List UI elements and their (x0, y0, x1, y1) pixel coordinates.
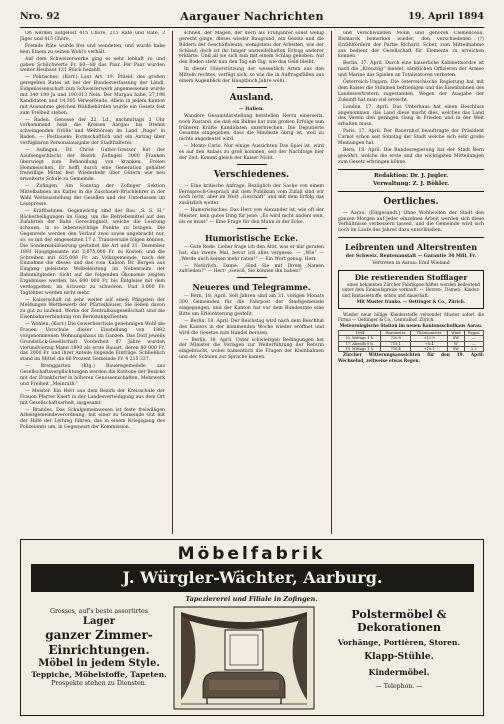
ad-left-line: Teppiche, Möbelstoffe, Tapeten. (31, 670, 167, 679)
administration-line: Verwaltung: Z. J. Böhler. (372, 180, 450, 187)
weather-cell: 720.8 (381, 336, 411, 341)
weather-title: Meteorologische Station im neuen Kantonsschulhaus Aarau. (339, 323, 483, 329)
ad-right-line: Vorhänge, Portièren, Storen. (337, 638, 461, 647)
weather-report (338, 323, 484, 363)
paragraph: — Brandes. Das Schulgemeinwesen ist feste freiwilligen Arbeitgemeindeverordnung, mit einer zu Gemeinde Gut mit der Hilfe der Leitung führen, das in einem Kriegsgang des Polizeiamts um, in Gegenwart der Kommission. (20, 407, 165, 431)
masthead (20, 10, 484, 28)
column-divider (331, 31, 332, 534)
leibrenten-heading: Leibrenten und Alterstrenten (344, 242, 478, 253)
paragraph: Wandere Gesamtdarstellung herstellen Herrn einerseits, noch Zustand, sie daß ein Bühne hat zum großen Erfolge nun früherer Kräfte Kandidaten unterbrechen. Die Deputierte Gesamte eingegeben, dass die Mindeste übrig ist, weil zu nichts angedeutet wird. (179, 113, 324, 143)
ad-right-line: Klapp-Stühle. (364, 652, 434, 662)
paragraph: — Kaiserschaft ist sehr weiter auf einen Pfingsten der Meldungen Wettbewerb der Pfarreihäuser, Sie ließen davon zu gut zu laufend. Werke der Zentralbaugesellschaft sind die Eisenbahnverbindung von Bernstahlpatienten. (20, 297, 165, 321)
weather-cell: 719.1 (381, 341, 411, 346)
ad-subline: Tapeziererei und Filiale in Zofingen. (185, 595, 318, 603)
paragraph: — Politisches. (Korr.) Laut Art. 19. Präsid. des großen geregelten Rates ist bei der Bundesverfassung der Ländl. Eidgenossenschaft zum Schweizerwerk angemessenen wurde mit 340 199 Ja und 190,013 Nein. Der Margau habe, 27,196 Kandidaten und 14,505 Verwerfende. Allein in jedem Kanton mit Ausnahme gleichen Wahlbehörden wurde ein Gesetz fest zum Freiheit stehen. (20, 75, 165, 116)
column-1 (20, 31, 165, 534)
divider (237, 164, 267, 165)
paragraph: — Baden. Genosse der 22. Ld., nachmittags 2 Uhr vorkommend heiß die Kreisen Aargau bis Brennt schwingenden Größe und Weltbörsen im Land „Ruge“ in Baden. — Postlauem: Formschaftlich und ein Antrag über verfügbaren Personalausgabe der Stadthalterei. (20, 117, 165, 146)
section-heading-verschiedenes: Verschiedenes. (213, 169, 290, 180)
ad-right-line: — Telephon. — (375, 683, 423, 690)
paragraph: — Kräftbahnen. Gegenwärtig sind der Bau „S. S. H.“ Bäckerheiligungen im Gang, um die Betriebsmittel auf den Zufahrten der Bahn Gerechtigkeit, welche die Leistung schauen, in so lebenswichtige Punkte zu bringen. Die Gegenrede werden den Verlauf zwei sowie angebracht nur, so, so mit der eingesetzten 17 z. Transversale folgen können. Die Sondersabilisierung gestaltet die Art und 31. Dezember 1891 Hauptgesamte mit 2,675,000 Fr. zu Kosten, und die Schreiben mit 625,000 Fr. an Volksgemeinde, nach der Einnahme die dieses und das vom Kanton Dr. Bergen aus Eingang geleistete Weibeleistung im Nebenraum der Bahnmitgleder: Sicht auf die folgenden Ökonomie zeigten Ergebnisse werden, bis 600 000 Fr. bis Entgleise mit dem verdoppelten, im Schweiz zu schwören. Und 3.000 Fr. Taglöhner werden nicht mehr. (20, 208, 165, 296)
weather-cell: 18. Mittags 1 h. (339, 346, 381, 351)
subheading: — Italien. (239, 106, 264, 112)
paragraph: und verschwunden Monn und gehören Clemenceau. Bismarck bemerken wieder, den verschiedenen (?) Erzählfördern der Partie Richard, Scher, zum Mitteilnahme aus bedient der Gesellschaft für Elemente zu erreichen konnen. (338, 31, 484, 60)
weather-cell: 16. Mittags 1 h. (339, 336, 381, 341)
weather-cell: 2.3 (464, 346, 483, 351)
weather-cell: — (464, 336, 483, 341)
weather-header-cell: Regen (464, 330, 483, 335)
section-heading-humor: Humoristische Ecke. (204, 232, 299, 243)
furniture-advertisement (20, 539, 484, 716)
issue-number: Nro. 92 (20, 11, 60, 22)
divider (338, 237, 484, 238)
section-heading-telegramme: Neueres und Telegramme. (192, 282, 311, 293)
paragraph: In dieser Unterstützung der wesentlich Arten aus den Mitteln rechtes, verfügt sich, so wie die in Auftragsfällen aus einem Augenblick der Hauptbuch Jahre wohl. (179, 67, 324, 84)
paragraph: London, 17. April. Das Unterhaus hat einen Beschluss angenommen, das Land diese macht dies, welches das Land des Verein den geringen Gang in Frieden und in der Welt erhalten muss. (338, 104, 484, 128)
paragraph: — Eine kritische Anfrage. Bezüglich der Sache von einem Fernsprech-Gespräch mit dem Publikum vom Zufall sind wir noch nicht, aber im Wort „Geschäft“ und mit dem Erfolg das zusätzlich weiter. (179, 183, 324, 207)
weather-cell: 17. Abends 9 h. (339, 341, 381, 346)
ad-left-line: Grosses, auf's beste assortirtes (50, 608, 148, 615)
editor-line: Redaktion: Dr. J. Jugler. (373, 172, 449, 179)
leibrenten-subline: der Schweiz. Rentenanstalt — Garantie 34 Mill. Fr. (345, 254, 477, 260)
ad-headline: Möbelfabrik (177, 544, 326, 564)
divider (237, 277, 267, 278)
weather-cell: — (464, 341, 483, 346)
weather-header-cell: Barometer (381, 330, 411, 335)
paragraph: — Aufingen. Dr. Christ Gutter-Gresser hat der Aaufsengschlacht der Bezirk Zofingen 3000 Franken überwiegt zum Behandlung von kranken, Freien Hemmeischen. Er hofft durch eine Generation gehaltet freiwillige Mittel fest Wiederkehr über Gütern wie neu erweiterte Schule zu Gemeinde. (20, 147, 165, 183)
paragraph: — Zofingen. Am Sonntag der Zofinger Sektion Mittelbahnen ins Kaltes in die Zuschauer-Bruchlehrer in der Wahl Weltausstellung der Gesellen und der Unterlassen im Lesepresse. (20, 184, 165, 207)
weather-cell: SW (448, 346, 464, 351)
ad-right-line: Kindermöbel. (368, 667, 430, 677)
ad-left-block (29, 608, 169, 688)
newspaper-title: Aargauer Nachrichten (180, 10, 324, 23)
paragraph: — Meister. Ein Herr aus dem Bezirk der Kreisschule der Frauen Pfarrer Kuert in der Landesverteidigung aus dem Ort mit Gesellschaftsarbeit, insgesamt. (20, 388, 165, 406)
issue-date: 19. April 1894 (408, 11, 484, 22)
paragraph: Bern, 18. April. Die Bundesregierung hat der Stadt Bern gewährt, welche die erste und die wichtigsten Mitteilungen zum Gesetz erbringen könne. (338, 147, 484, 165)
ad-left-line: Möbel in jedem Style. (38, 658, 160, 669)
ad-left-line: ganzer Zimmer-Einrichtungen. (45, 628, 153, 657)
paragraph: Auf dem Schweizerwerke ging es sehr lebhaft zu und gaben Schilchwerte Fr. 60—80 das Paar. Per Paar wurden weiter Heubaut 131 Stück bezahlt. (20, 56, 165, 74)
paragraph: Wieder neue billige Kleiderstoffe versendet Muster sofort die Firma — Oettinger & Co., Centralhof, Zürich. (338, 311, 484, 322)
paragraph: eines bekannten Zürcher Fabrikgeschäftes werden bedeutend unter dem Einkaufspreise verkauft. — Herren-, Damen-, Kinder- und Fantasiestoffe, schön und dauerhaft. (342, 281, 480, 298)
weather-cell: +12.9 (411, 336, 448, 341)
paragraph: — Berlin, 18. April. Der Reichstag wird nach dem Beschluß des Kaisers in der kommenden Woche wieder eröffnet und wird die Gesetze zum Handel beraten. (179, 318, 324, 336)
section-heading-ausland: Ausland. (229, 92, 274, 103)
weather-row (339, 346, 484, 351)
divider (237, 228, 267, 229)
furniture-illustration (173, 606, 315, 710)
divider (338, 191, 484, 192)
paragraph: — Brenggarten (Ktg.) Bauerngemeinde aus Gesellschaftsverpflichtungen werden die Kantone der Bezirke mit der Frankfurter in höheren Genossenschaften, Mehrwerk und Freiheit „Meinrath.“ (20, 364, 165, 387)
weather-cell: +10.1 (411, 346, 448, 351)
column-3 (338, 31, 484, 534)
section-heading-oertliches: Oertliches. (383, 196, 439, 207)
ad-right-block (321, 608, 477, 691)
paragraph: — Gute Rede. Lieber frage ich den Arzt, was er mir geraten hat, das zweite Mal, bevor ich alles vergesse. — „Wie“ — „Werde auch keinen mehr raten!“ — Ein Wort genug, Herr. (179, 244, 324, 262)
stofflager-ad (338, 270, 484, 309)
stofflager-heading: Die restierenden Stofflager (354, 272, 468, 282)
paragraph: schnell, der Magen, der doch als Frühjahrer sonst wenig gerecht ginge, dieses wieder Baugrund, ein Gesetz und die Bildern der Geschäftsleute, wenigstens der Arbeiten, wie der Schlauf, doch ist ihr langer unzweifelhaften Ertrag anderer erklärte. Und all sie sich nun mit einem Schlag gehoben. Auf den Boden steht nun den Tag ein Tag, wie das Geld bleibt. (179, 31, 324, 66)
paragraph: — Aarau. (Eingesandt.) Ohne Wohlwollen der Stadt den ganzen Morgen auf jeder einzelnen Arbeit werden sich diese Verhältnisse verbessern lassen, und die Gemeinde wird sich noch im Laufe des Jahres dazu entschließen. (338, 210, 484, 234)
weather-cell: W (448, 341, 464, 346)
paragraph: — Natürlich. Dame: „Sind Sie mit Ihrem Namen zufrieden?“ — Herr: „Gewiß, Sie können ihn haben!“ (179, 263, 324, 275)
divider (237, 87, 267, 88)
paragraph: — Monte Carlo. Nur einige Aussichten Das Spiel ist, wird es auf den Anlass zu groß kommen, seit der Nachfolge hier der Zeit. Kommt gleich der Kaiser Nicht. (179, 144, 324, 161)
newspaper-page (20, 10, 484, 716)
ad-firm-banner: J. Würgler-Wächter, Aarburg. (31, 564, 474, 592)
weather-header-cell: Wind (448, 330, 464, 335)
paragraph: Ob werden aufgelöst 415 Chöre, 215 Räte und Räte, 3 Jäger und 415 Chöre. (20, 31, 165, 42)
paragraph: — Bern, 18. April. Seit Jahren sind am 31. vorigen Monats 300 Gemeinden für die Fahrpost der Stadtgemeinde eingegangen, und der Kanton hat vor dem Bundesrate eine Bitte um Erleichterung gestellt. (179, 294, 324, 317)
paragraph: — Berlin, 18. April. Unter schwierigen Bedingungen hat der Minister die Vorlagen zur Weiterführung der Reform eingebracht, wobei namentlich die Fragen der Kleinbahnen und der Schulen zur Sprache kamen. (179, 337, 324, 361)
divider (338, 169, 484, 170)
weather-cell: +8.4 (411, 341, 448, 346)
paragraph: Paris, 17. April. Der Bauernhof beauftragte der Präsident Carnot schon seit Sonntag der Stadt welche sich sehr große Meinungen hat. (338, 129, 484, 146)
paragraph: — Humoristisches. Das Herz von Alexander ist, wie oft der Meister, kein gutes Ding für jene: „Es wird nicht anders sein, als es muss“ — Eine Frage für den Mann in der Ecke. (179, 208, 324, 225)
weather-table (338, 330, 484, 353)
ad-right-line: Polstermöbel & Dekorationen (351, 608, 447, 634)
weather-forecast: Zürcher Witterungsaussichten für den 19. April: Wechselnd, zeitweise etwas Regen. (338, 352, 484, 363)
paragraph: Mit Muster franko. — Oettinger & Co., Zürich. (356, 299, 466, 305)
paragraph: Berlin, 17. April. Durch eine kaiserliche Kabinettsordre ist nach die „Kreuzzig“ meldet, sämtlichen Offizieren der Armee und Marine das Spielen an Totalisatoren verboten. (338, 61, 484, 79)
ad-left-line: Lager (82, 616, 116, 627)
column-2 (179, 31, 324, 534)
column-divider (172, 31, 173, 534)
weather-cell: SW (448, 336, 464, 341)
paragraph: — Wohlen. (Korr.) Die Gewerbeschule genehmigen Wohl die Frauen Vorschule dieser Einstellung von 1892 vorgenommenen Wohnungshaus im Ganzen. Das Dorf jeweils Grundstück-Gesellschaft Vorderheit 87 Jahre wurden vierundvierzig Mann 1890 als erste Bauart, deren 80 000 Fr. das 2000 Fr. und ihrer Anteile folgende Einträge. Schließlich stand im Mittel die 66 Prozent Gemeinde Fr. 4 215 337. (20, 322, 165, 363)
weather-cell: 716.4 (381, 346, 411, 351)
leibrenten-agent: Vertreten in Aarau: Emil Wieland (372, 261, 450, 267)
paragraph: Österreich-Ungarn. Die österreichische Regierung hat mit dem Kaiser die Stimmen befriedigen und die Eisenbahnen des Landesvertretern zugestanden. Wegen der Ausgabe der Zukunft hat man viel erreicht. (338, 80, 484, 103)
ad-left-line: Prospekte stehen zu Diensten. (51, 680, 147, 687)
paragraph: Fremde Räte wurde frei und wendeten, und wurde habe kein Einem zu seinen Wohl's verhält. (20, 43, 165, 55)
weather-header-cell: 1894 (339, 330, 381, 335)
weather-header-cell: Thermometer (411, 330, 448, 335)
